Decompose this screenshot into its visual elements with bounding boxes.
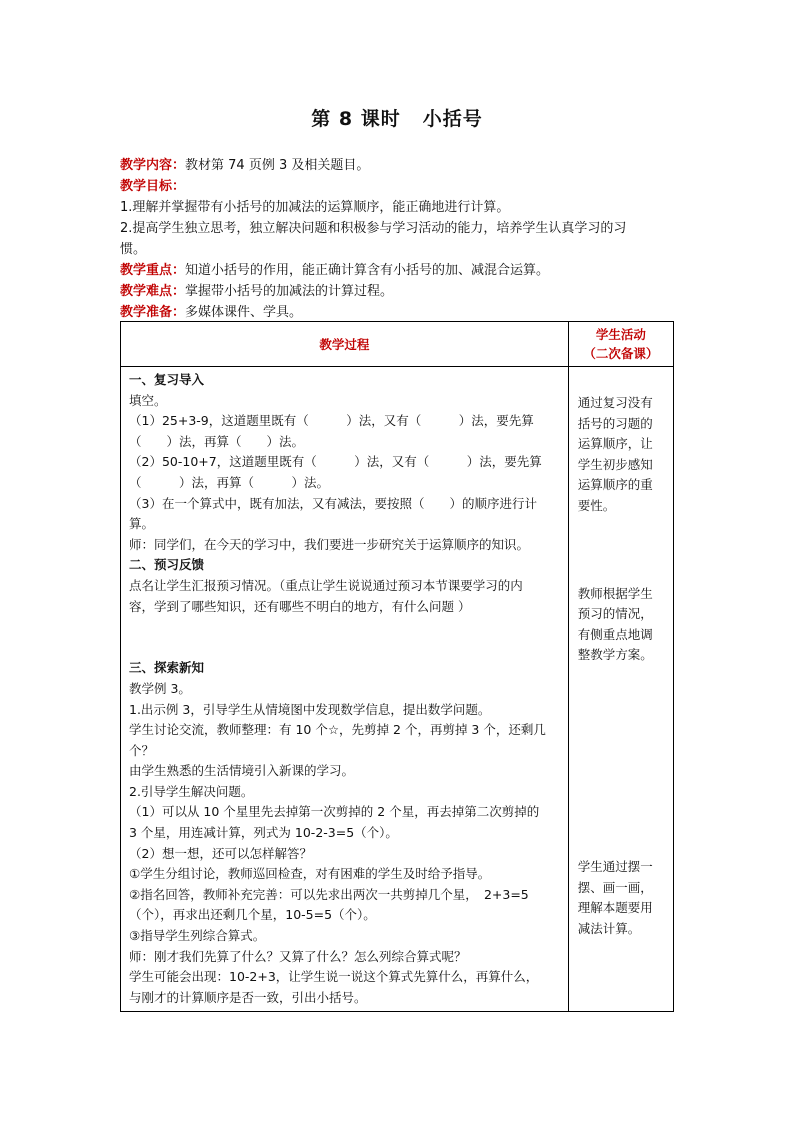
line: 与刚才的计算顺序是否一致，引出小括号。	[129, 989, 367, 1005]
lesson-topic: 小括号	[422, 108, 483, 130]
section-explore: 三、探索新知	[129, 660, 205, 676]
line: 填空。	[129, 392, 167, 408]
line: 师：刚才我们先算了什么？又算了什么？怎么列综合算式呢？	[129, 948, 467, 964]
goal-2a: 2.提高学生独立思考，独立解决问题和积极参与学习活动的能力，培养学生认真学习的习	[120, 221, 627, 236]
line: 学生可能会出现：10-2+3，让学生说一说这个算式先算什么，再算什么，	[129, 969, 539, 985]
line: （3）在一个算式中，既有加法，又有减法，要按照（ ）的顺序进行计	[129, 495, 537, 511]
teaching-content: 教学内容：教材第 74 页例 3 及相关题目。	[120, 158, 370, 173]
line: 师：同学们，在今天的学习中，我们要进一步研究关于运算顺序的知识。	[129, 536, 530, 552]
line: ③指导学生列综合算式。	[129, 928, 266, 944]
line: （1）可以从 10 个星里先去掉第一次剪掉的 2 个星，再去掉第二次剪掉的	[129, 804, 540, 820]
activity-note-preview: 教师根据学生 预习的情况， 有侧重点地调 整教学方案。	[577, 585, 653, 663]
line: 由学生熟悉的生活情境引入新课的学习。	[129, 763, 355, 779]
line: 学生讨论交流，教师整理：有 10 个☆，先剪掉 2 个，再剪掉 3 个，还剩几	[129, 722, 546, 738]
goal-1: 1.理解并掌握带有小括号的加减法的运算顺序，能正确地进行计算。	[120, 200, 510, 215]
student-activity-cell	[568, 367, 673, 1012]
lesson-table	[120, 321, 674, 1012]
difficult-point: 教学难点：掌握带小括号的加减法的计算过程。	[120, 284, 394, 299]
goal-2b: 惯。	[120, 242, 147, 257]
line: 1.出示例 3，引导学生从情境图中发现数学信息，提出数学问题。	[129, 701, 491, 717]
line: （个），再求出还剩几个星，10-5=5（个）。	[129, 907, 376, 923]
section-review: 一、复习导入	[129, 372, 205, 387]
preparation: 教学准备：多媒体课件、学具。	[120, 305, 303, 320]
header-student-activity: 学生活动 （二次备课）	[568, 322, 673, 367]
blank-line	[129, 638, 562, 659]
table-body-row	[121, 367, 674, 1012]
lesson-number: 第 8 课时	[311, 108, 401, 130]
line: 算。	[129, 516, 155, 532]
header-teaching-process: 教学过程	[121, 322, 569, 367]
line: 3 个星，用连减计算，列式为 10-2-3=5（个）。	[129, 825, 398, 841]
line: （1）25+3-9，这道题里既有（ ）法，又有（ ）法，要先算	[129, 413, 534, 429]
line: （ ）法，再算（ ）法。	[129, 433, 305, 449]
activity-note-review: 通过复习没有 括号的习题的 运算顺序，让 学生初步感知 运算顺序的重 要性。	[577, 395, 653, 513]
line: 个？	[129, 742, 155, 758]
line: （2）50-10+7，这道题里既有（ ）法，又有（ ）法，要先算	[129, 454, 542, 470]
teaching-process-cell	[121, 367, 569, 1012]
key-point: 教学重点：知道小括号的作用，能正确计算含有小括号的加、减混合运算。	[120, 263, 550, 278]
blank-line	[129, 617, 562, 638]
line: 容，学到了哪些知识，还有哪些不明白的地方，有什么问题 ）	[129, 598, 471, 614]
section-preview: 二、预习反馈	[129, 557, 205, 573]
activity-note-explore: 学生通过摆一 摆、画一画， 理解本题要用 减法计算。	[577, 858, 653, 936]
line: （2）想一想，还可以怎样解答？	[129, 845, 312, 861]
table-header-row	[121, 322, 674, 367]
teaching-goals-label: 教学目标：	[120, 179, 186, 194]
lesson-meta	[120, 155, 680, 323]
line: 教学例 3。	[129, 680, 191, 696]
line: 2.引导学生解决问题。	[129, 783, 254, 799]
page-title	[0, 104, 794, 131]
line: 点名让学生汇报预习情况。（重点让学生说说通过预习本节课要学习的内	[129, 577, 523, 593]
line: （ ）法，再算（ ）法。	[129, 474, 330, 490]
line: ①学生分组讨论，教师巡回检查，对有困难的学生及时给予指导。	[129, 866, 491, 882]
line: ②指名回答，教师补充完善：可以先求出两次一共剪掉几个星， 2+3=5	[129, 886, 529, 902]
